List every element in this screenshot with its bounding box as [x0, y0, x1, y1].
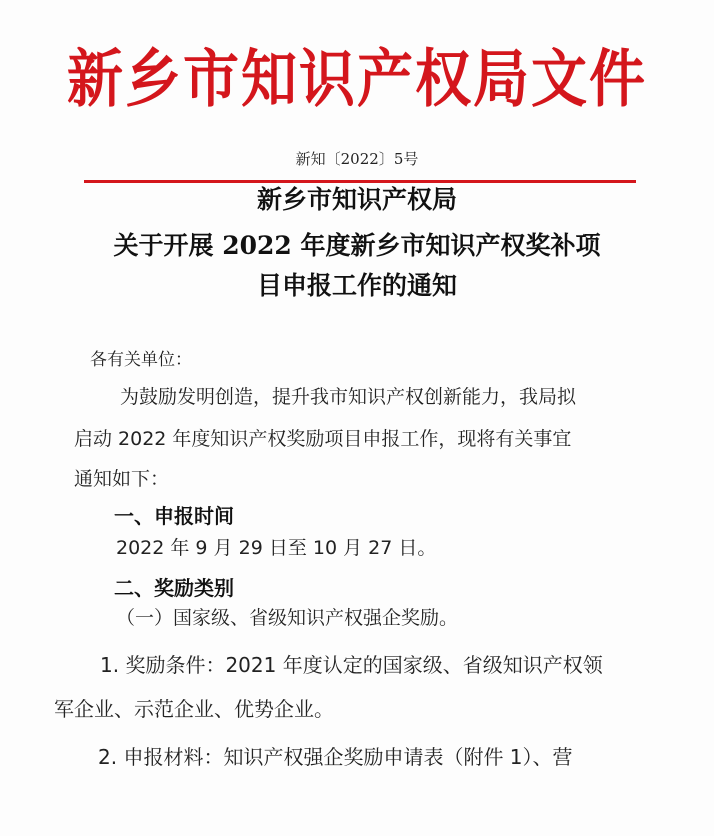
- notice-title-line-2: 关于开展 2022 年度新乡市知识产权奖补项: [113, 231, 601, 260]
- notice-title-line-1: 新乡市知识产权局: [256, 185, 457, 214]
- issuer-header: 新乡市知识产权局文件: [67, 42, 647, 117]
- intro-paragraph-line-3: 通知如下：: [74, 468, 170, 490]
- application-date-range: 2022 年 9 月 29 日至 10 月 27 日。: [116, 537, 437, 559]
- application-materials-line: 2. 申报材料：知识产权强企奖励申请表（附件 1）、营: [98, 745, 573, 769]
- intro-paragraph-line-1: 为鼓励发明创造，提升我市知识产权创新能力，我局拟: [120, 386, 577, 408]
- intro-paragraph-line-2: 启动 2022 年度知识产权奖励项目申报工作，现将有关事宜: [74, 428, 572, 450]
- award-conditions-line-1: 1. 奖励条件：2021 年度认定的国家级、省级知识产权领: [100, 653, 603, 677]
- salutation: 各有关单位：: [90, 350, 192, 370]
- section-heading-application-time: 一、申报时间: [114, 504, 234, 528]
- section-heading-award-categories: 二、奖励类别: [114, 576, 234, 600]
- document-number: 新知〔2022〕5号: [295, 150, 419, 168]
- notice-title-line-3: 目申报工作的通知: [256, 271, 457, 300]
- award-conditions-line-2: 军企业、示范企业、优势企业。: [54, 697, 334, 721]
- subsection-national-provincial: （一）国家级、省级知识产权强企奖励。: [116, 607, 459, 629]
